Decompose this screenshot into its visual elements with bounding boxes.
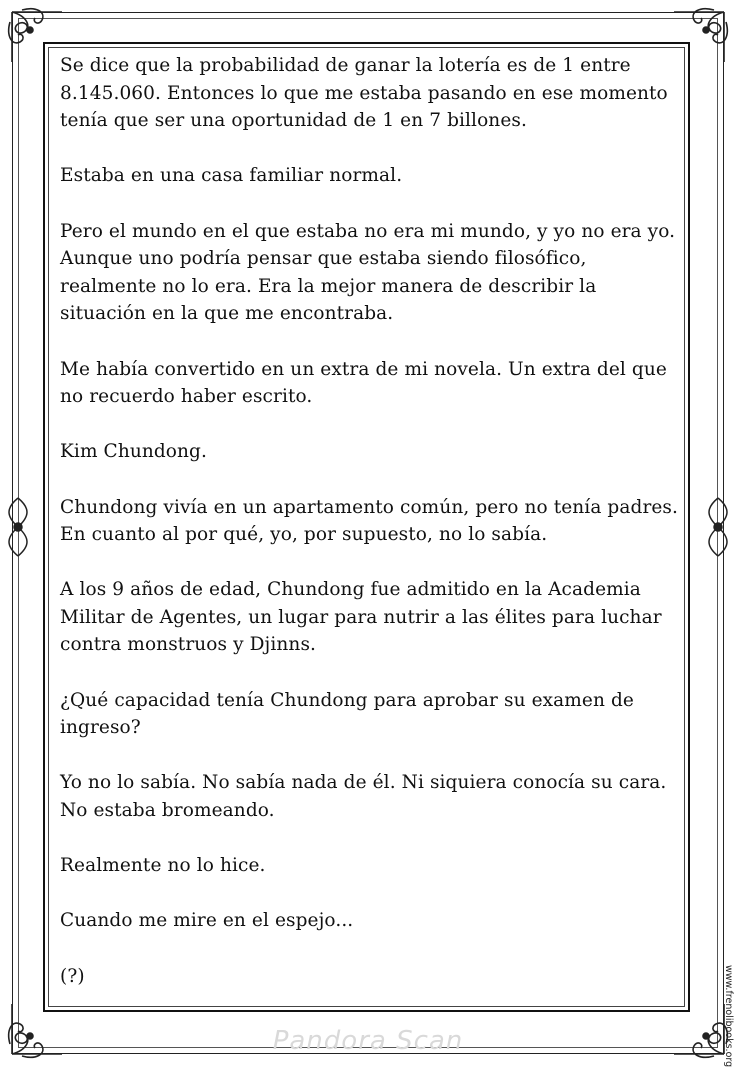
- paragraph: A los 9 años de edad, Chundong fue admitido en la Academia Militar de Agentes, un lugar para nutrir a las élites para luchar contra monstruos y Djinns.: [60, 579, 662, 656]
- paragraph: Chundong vivía en un apartamento común, pero no tenía padres. En cuanto al por qué, yo, por supuesto, no lo sabía.: [60, 496, 679, 546]
- paragraph: ¿Qué capacidad tenía Chundong para aprobar su examen de ingreso?: [60, 689, 634, 739]
- paragraph: Realmente no lo hice.: [60, 855, 266, 877]
- text-panel: [43, 42, 690, 1012]
- paragraph: Kim Chundong.: [60, 441, 207, 463]
- side-flourish-icon: [700, 494, 736, 560]
- paragraph: Yo no lo sabía. No sabía nada de él. Ni siquiera conocía su cara. No estaba bromeando.: [60, 772, 667, 822]
- paragraph: Se dice que la probabilidad de ganar la lotería es de 1 entre 8.145.060. Entonces lo que me estaba pasando en ese momento tenía que ser una oportunidad de 1 en 7 billones.: [60, 55, 668, 132]
- paragraph: Cuando me mire en el espejo...: [60, 910, 354, 932]
- paragraph: Estaba en una casa familiar normal.: [60, 165, 403, 187]
- watermark: Pandora Scan: [272, 1026, 464, 1056]
- paragraph: Pero el mundo en el que estaba no era mi mundo, y yo no era yo. Aunque uno podría pensar que estaba siendo filosófico, realmente no lo era. Era la mejor manera de describir la situación en la que me encontraba.: [60, 220, 676, 325]
- side-credit: www.frenolibooks.org: [723, 965, 734, 1067]
- paragraph: (?): [60, 965, 85, 987]
- paragraph: Me había convertido en un extra de mi novela. Un extra del que no recuerdo haber escrito.: [60, 358, 667, 408]
- body-text: [60, 52, 678, 1018]
- side-flourish-icon: [0, 494, 36, 560]
